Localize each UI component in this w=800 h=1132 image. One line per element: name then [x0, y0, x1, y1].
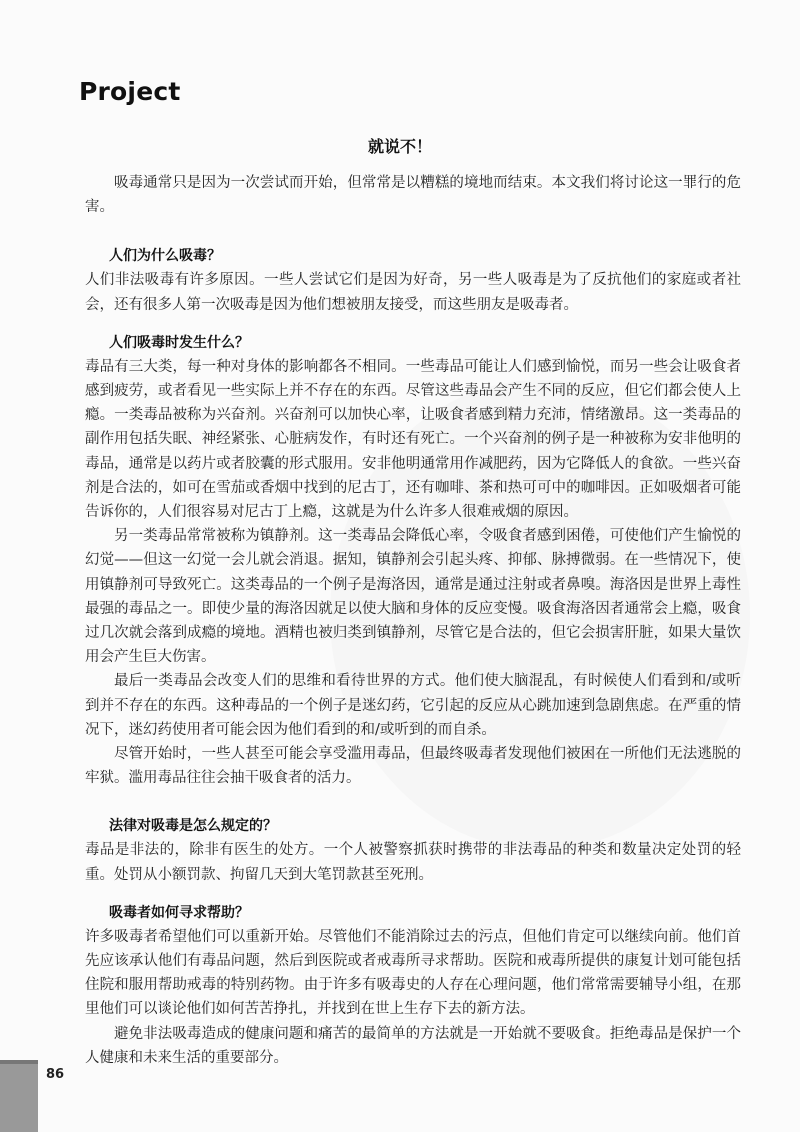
- section-paragraph: 毒品有三大类，每一种对身体的影响都各不相同。一些毒品可能让人们感到愉悦，而另一些会让吸食者感到疲劳，或者看见一些实际上并不存在的东西。尽管这些毒品会产生不同的反应，但它们都会使人上瘾。一类毒品被称为兴奋剂。兴奋剂可以加快心率，让吸食者感到精力充沛，情绪激昂。这一类毒品的副作用包括失眠、神经紧张、心脏病发作，有时还有死亡。一个兴奋剂的例子是一种被称为安非他明的毒品，通常是以药片或者胶囊的形式服用。安非他明通常用作减肥药，因为它降低人的食欲。一些兴奋剂是合法的，如可在雪茄或香烟中找到的尼古丁，还有咖啡、茶和热可可中的咖啡因。正如吸烟者可能告诉你的，人们很容易对尼古丁上瘾，这就是为什么许多人很难戒烟的原因。: [85, 358, 741, 521]
- page-number: 86: [46, 1067, 65, 1082]
- section-paragraph: 最后一类毒品会改变人们的思维和看待世界的方式。他们使大脑混乱，有时候使人们看到和/或听到并不存在的东西。这种毒品的一个例子是迷幻药，它引起的反应从心跳加速到急剧焦虑。在严重的情况下，迷幻药使用者可能会因为他们看到的和/或听到的而自杀。: [85, 673, 741, 738]
- page-tab: [0, 1064, 38, 1132]
- section-heading: 人们为什么吸毒？: [109, 248, 221, 265]
- section-paragraph: 避免非法吸毒造成的健康问题和痛苦的最简单的方法就是一开始就不要吸食。拒绝毒品是保护一个人健康和未来生活的重要部分。: [85, 1025, 741, 1066]
- section-law: [85, 814, 741, 886]
- section-why: [85, 244, 741, 316]
- article-title: 就说不！: [367, 137, 432, 156]
- section-effects: [85, 331, 741, 791]
- section-paragraph: 人们非法吸毒有许多原因。一些人尝试它们是因为好奇，另一些人吸毒是为了反抗他们的家庭或者社会，还有很多人第一次吸毒是因为他们想被朋友接受，而这些朋友是吸毒者。: [85, 272, 741, 313]
- section-paragraph: 尽管开始时，一些人甚至可能会享受滥用毒品，但最终吸毒者发现他们被困在一所他们无法逃脱的牢狱。滥用毒品往往会抽干吸食者的活力。: [85, 746, 741, 787]
- section-help: [85, 901, 741, 1070]
- section-heading: 吸毒者如何寻求帮助？: [109, 904, 249, 921]
- section-paragraph: 毒品是非法的，除非有医生的处方。一个人被警察抓获时携带的非法毒品的种类和数量决定处罚的轻重。处罚从小额罚款、拘留几天到大笔罚款甚至死刑。: [85, 842, 741, 883]
- section-paragraph: 许多吸毒者希望他们可以重新开始。尽管他们不能消除过去的污点，但他们肯定可以继续向前。他们首先应该承认他们有毒品问题，然后到医院或者戒毒所寻求帮助。医院和戒毒所提供的康复计划可能包括住院和服用帮助戒毒的特别药物。由于许多有吸毒史的人存在心理问题，他们常常需要辅导小组，在那里他们可以谈论他们如何苦苦挣扎，并找到在世上生存下去的新方法。: [85, 928, 741, 1018]
- section-heading: 法律对吸毒是怎么规定的？: [109, 818, 277, 835]
- intro-paragraph: 吸毒通常只是因为一次尝试而开始，但常常是以糟糕的境地而结束。本文我们将讨论这一罪行的危害。: [85, 175, 741, 216]
- section-header: Project: [79, 77, 181, 106]
- article-body: [85, 171, 741, 1070]
- section-paragraph: 另一类毒品常常被称为镇静剂。这一类毒品会降低心率，令吸食者感到困倦，可使他们产生愉悦的幻觉——但这一幻觉一会儿就会消退。据知，镇静剂会引起头疼、抑郁、脉搏微弱。在一些情况下，使用镇静剂可导致死亡。这类毒品的一个例子是海洛因，通常是通过注射或者鼻嗅。海洛因是世界上毒性最强的毒品之一。即使少量的海洛因就足以使大脑和身体的反应变慢。吸食海洛因者通常会上瘾，吸食过几次就会落到成瘾的境地。酒精也被归类到镇静剂，尽管它是合法的，但它会损害肝脏，如果大量饮用会产生巨大伤害。: [85, 528, 741, 666]
- section-heading: 人们吸毒时发生什么？: [109, 334, 249, 351]
